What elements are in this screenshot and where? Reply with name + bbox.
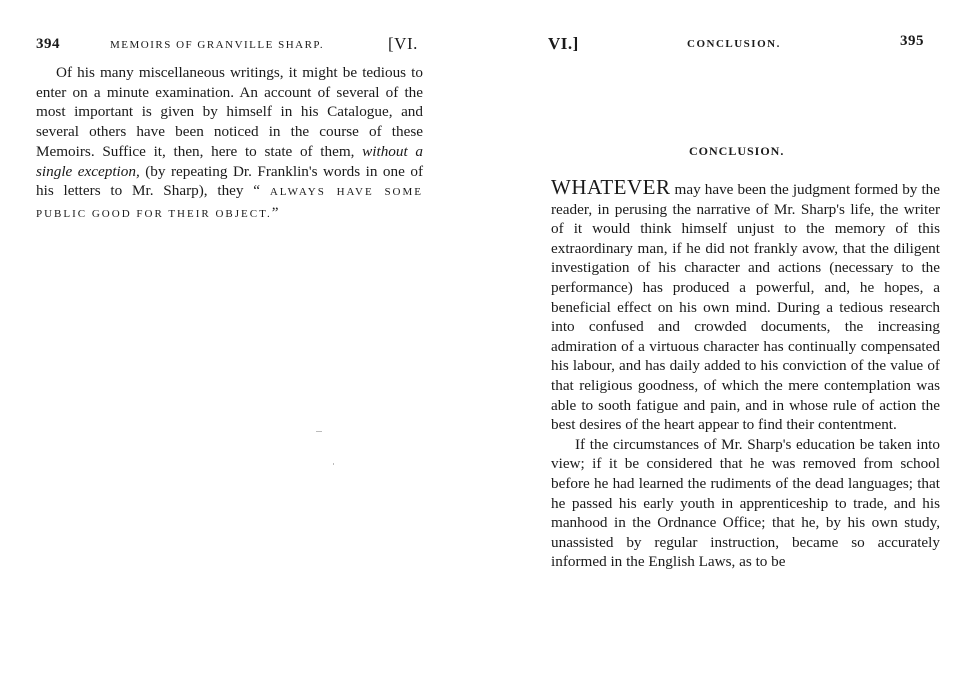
left-paragraph-text-1: Of his many miscellaneous writings, it might be tedious to enter on a minute examination. An account of several of the most important is given by himself in his Catalogue, and several others have been noticed in the course of these Memoirs. Suffice it, then, here to state of them, [36,64,423,160]
left-paragraph-text-2: (by repeating Dr. Franklin's words in one of his letters to Mr. Sharp), they “ [36,162,423,200]
right-paragraph-1-text: may have been the judgment formed by the reader, in perusing the narrative of Mr. Sharp's life, the writer of it would think himself unjust to the memory of this extraordinary man, if he did not frankly avow, that the diligent investigation of his character and actions (necessary to the performance) has produced a powerful, and, he hopes, a beneficial effect on his own mind. During a tedious research into confused and crowded documents, the increasing admiration of a virtuous character has continually compensated his labour, and has daily added to his conviction of the value of that religious goodness, of which the mere contemplation was able to sooth fatigue and pain, and in whose rule of action the best desires of the heart appear to find their contentment. [551,181,940,434]
right-page [490,0,980,689]
left-running-title: MEMOIRS OF GRANVILLE SHARP. [110,39,325,51]
left-paragraph-text-3: ” [271,203,279,221]
dropcap-word: WHATEVER [551,175,671,199]
scan-speck [333,463,334,465]
left-page-number: 394 [36,36,60,52]
left-paragraph-quote: ALWAYS HAVE SOME PUBLIC GOOD FOR THEIR OBJECT. [36,186,424,220]
right-chapter-marker: VI.] [548,34,579,53]
section-heading: CONCLUSION. [689,144,785,158]
right-page-number: 395 [900,33,924,49]
left-body-paragraph [36,63,423,225]
right-paragraph-1 [551,175,940,435]
right-running-title: CONCLUSION. [687,38,781,50]
right-body-text [551,175,940,572]
left-chapter-marker: [VI. [388,34,418,53]
scan-speck [316,431,322,432]
right-paragraph-2: If the circumstances of Mr. Sharp's education be taken into view; if it be considered that he was removed from school before he had learned the rudiments of the dead languages; that he passed his early youth in apprenticeship to trade, and his manhood in the Ordnance Office; that he, by his own study, unassisted by regular instruction, became so accurately informed in the English Laws, as to be [551,435,940,571]
left-page [0,0,470,689]
left-paragraph-italic: without a single exception, [36,142,423,180]
